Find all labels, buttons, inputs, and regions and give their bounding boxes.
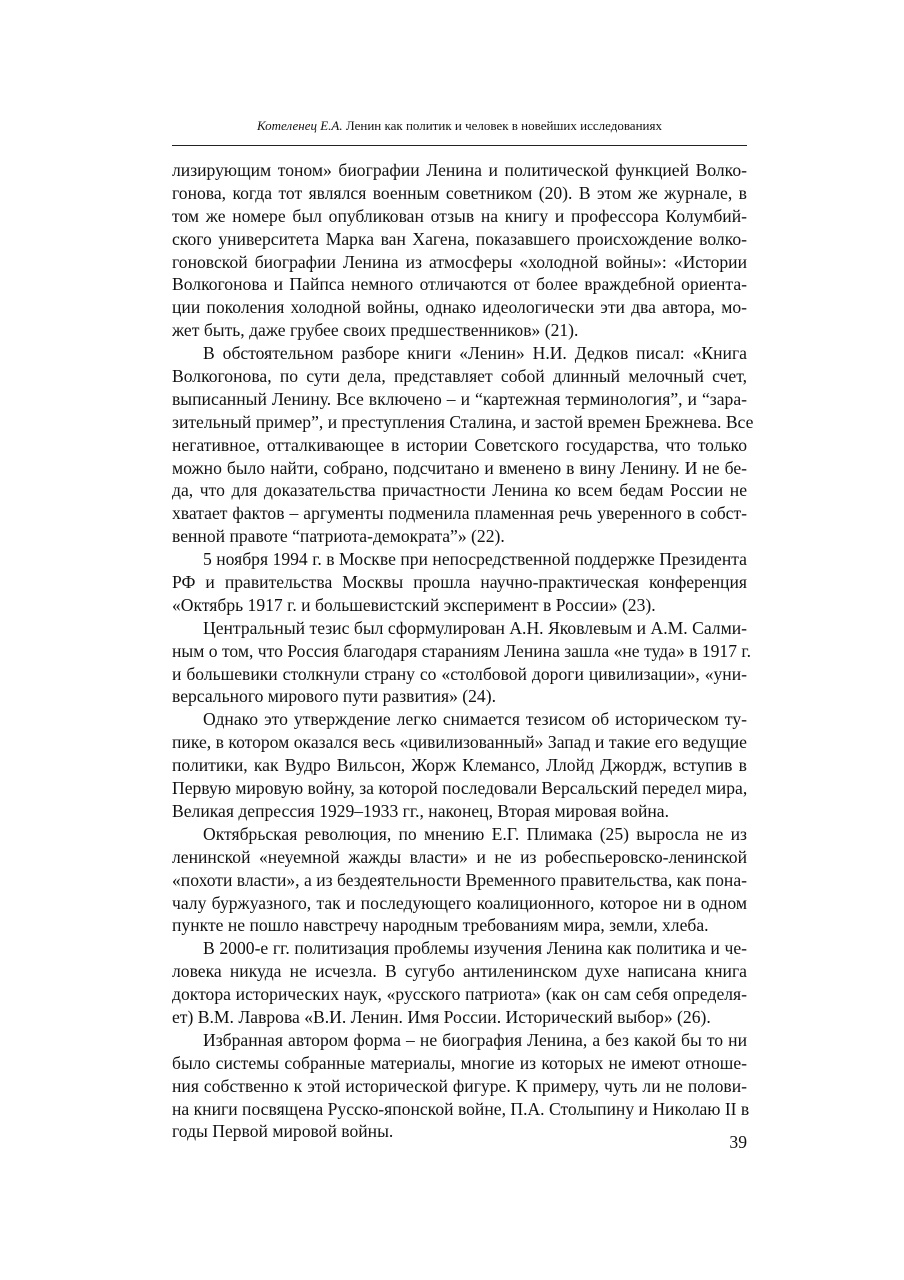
text-line: пике, в котором оказался весь «цивилизованный» Запад и такие его ведущие	[172, 732, 747, 753]
text-line: зительный пример”, и преступления Сталина, и застой времен Брежнева. Все	[172, 411, 754, 432]
text-line: хватает фактов – аргументы подменила пламенная речь уверенного в собст-	[172, 503, 747, 524]
text-line: жет быть, даже грубее своих предшественников» (21).	[172, 320, 579, 341]
page-number: 39	[729, 1132, 747, 1152]
text-line: негативное, отталкивающее в истории Советского государства, что только	[172, 434, 747, 455]
text-line: Великая депрессия 1929–1933 гг., наконец, Вторая мировая война.	[172, 800, 670, 821]
text-line: гонова, когда тот являлся военным советником (20). В этом же журнале, в	[172, 182, 747, 203]
text-line: ния собственно к этой исторической фигуре. К примеру, чуть ли не полови-	[172, 1075, 747, 1096]
text-line: «похоти власти», а из бездеятельности Временного правительства, как пона-	[172, 869, 747, 890]
text-line: Первую мировую войну, за которой последовали Версальский передел мира,	[172, 778, 748, 799]
text-line: ет) В.М. Лаврова «В.И. Ленин. Имя России. Исторический выбор» (26).	[172, 1006, 711, 1027]
text-line: чалу буржуазного, так и последующего коалиционного, которое ни в одном	[172, 892, 747, 913]
text-line: можно было найти, собрано, подсчитано и вменено в вину Ленину. И не бе-	[172, 457, 747, 478]
text-line: ции поколения холодной войны, однако идеологически эти два автора, мо-	[172, 297, 747, 318]
text-line: на книги посвящена Русско-японской войне, П.А. Столыпину и Николаю II в	[172, 1098, 750, 1119]
text-line: ленинской «неуемной жажды власти» и не из робеспьеровско-ленинской	[172, 846, 747, 867]
text-line: версального мирового пути развития» (24).	[172, 686, 496, 707]
paragraph-first-line: Однако это утверждение легко снимается тезисом об историческом ту-	[203, 709, 747, 730]
text-line: и большевики столкнули страну со «столбовой дороги цивилизации», «уни-	[172, 663, 747, 684]
text-line: ского университета Марка ван Хагена, показавшего происхождение волко-	[172, 228, 747, 249]
text-line: политики, как Вудро Вильсон, Жорж Клемансо, Ллойд Джордж, вступив в	[172, 755, 747, 776]
text-line: лизирующим тоном» биографии Ленина и политической функцией Волко-	[172, 160, 747, 180]
text-line: было системы собранные материалы, многие из которых не имеют отноше-	[172, 1052, 747, 1073]
text-line: пункте не пошло навстречу народным требованиям мира, земли, хлеба.	[172, 915, 709, 936]
text-line: том же номере был опубликован отзыв на книгу и профессора Колумбий-	[172, 205, 747, 226]
paragraph-first-line: В обстоятельном разборе книги «Ленин» Н.И. Дедков писал: «Книга	[203, 343, 747, 364]
running-header	[172, 117, 747, 135]
text-line: венной правоте “патриота-демократа”» (22).	[172, 526, 505, 547]
text-line: годы Первой мировой войны.	[172, 1121, 394, 1142]
body-text	[172, 159, 754, 1143]
text-line: Волкогонова, по сути дела, представляет собой длинный мелочный счет,	[172, 366, 747, 387]
paragraph-first-line: 5 ноября 1994 г. в Москве при непосредственной поддержке Президента	[203, 549, 747, 570]
paragraph-first-line: В 2000-е гг. политизация проблемы изучения Ленина как политика и че-	[203, 938, 747, 959]
paragraph-first-line: Центральный тезис был сформулирован А.Н. Яковлевым и А.М. Салми-	[203, 617, 747, 638]
text-line: да, что для доказательства причастности Ленина ко всем бедам России не	[172, 480, 747, 501]
paragraph-first-line: Избранная автором форма – не биография Ленина, а без какой бы то ни	[203, 1029, 747, 1050]
text-line: ным о том, что Россия благодаря стараниям Ленина зашла «не туда» в 1917 г.	[172, 640, 752, 661]
text-line: Волкогонова и Пайпса немного отличаются от более враждебной ориента-	[172, 274, 747, 295]
text-line: РФ и правительства Москвы прошла научно-практическая конференция	[172, 572, 747, 593]
header-title: Ленин как политик и человек в новейших исследованиях	[345, 118, 662, 133]
header-author: Котеленец Е.А.	[257, 118, 343, 133]
text-line: ловека никуда не исчезла. В сугубо антиленинском духе написана книга	[172, 961, 747, 982]
text-line: выписанный Ленину. Все включено – и “картежная терминология”, и “зара-	[172, 388, 747, 409]
text-line: «Октябрь 1917 г. и большевистский эксперимент в России» (23).	[172, 594, 656, 615]
header-divider	[172, 145, 747, 146]
text-line: гоновской биографии Ленина из атмосферы «холодной войны»: «Истории	[172, 251, 747, 272]
paragraph-first-line: Октябрьская революция, по мнению Е.Г. Плимака (25) выросла не из	[203, 823, 747, 844]
text-line: доктора исторических наук, «русского патриота» (как он сам себя определя-	[172, 984, 747, 1005]
